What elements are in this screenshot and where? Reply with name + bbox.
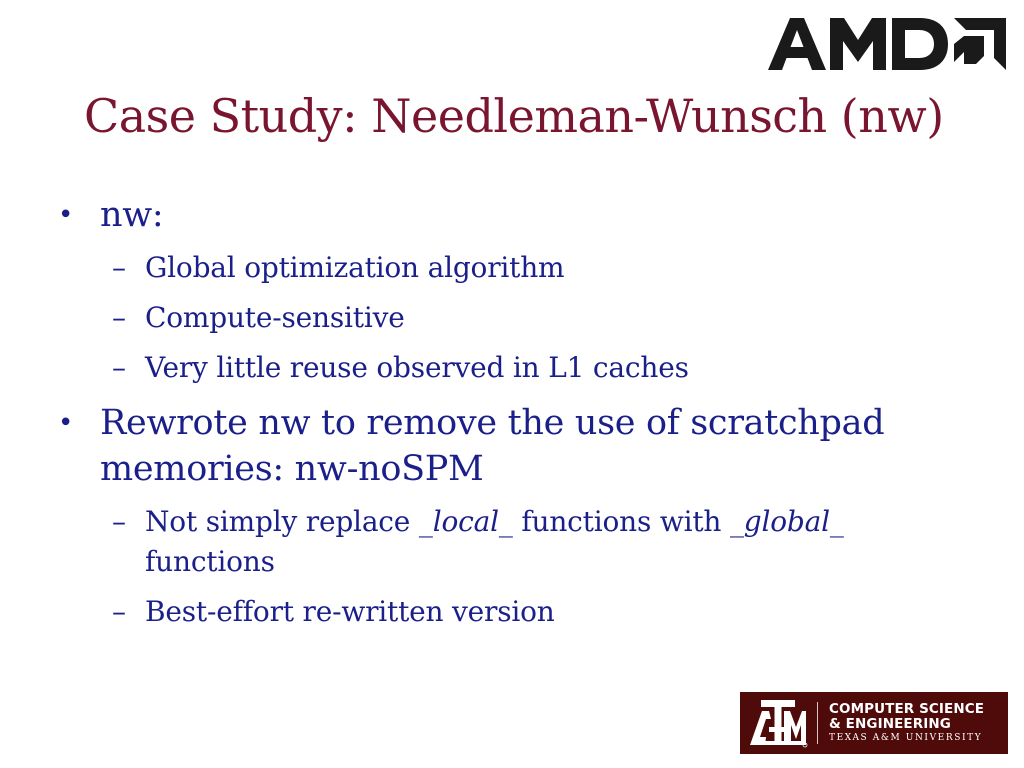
underscore: _ <box>418 505 433 538</box>
tamu-cse-badge <box>740 692 1008 754</box>
sub-bullet-list <box>56 502 956 632</box>
keyword-global: global <box>743 505 830 538</box>
sub-bullet-text: functions with <box>512 505 730 538</box>
bullet-rewrote <box>56 400 956 492</box>
sub-bullet-dash: – <box>112 595 126 628</box>
sub-bullet-text: Compute-sensitive <box>145 301 405 334</box>
bullet-text: nw: <box>100 195 164 235</box>
bullet-text-line1: Rewrote nw to remove the use of scratchpad <box>100 403 885 443</box>
bullet-text-line2: memories: nw-noSPM <box>100 449 484 489</box>
underscore: _ <box>829 505 844 538</box>
bullet-dot: • <box>58 200 74 230</box>
sub-bullet-dash: – <box>112 251 126 284</box>
bullet-dot: • <box>58 408 74 438</box>
sub-bullet-dash: – <box>112 505 126 538</box>
sub-bullet <box>56 502 956 582</box>
badge-line-university: TEXAS A&M UNIVERSITY <box>829 733 983 743</box>
sub-bullet-text: Not simply replace <box>145 505 419 538</box>
sub-bullet-list <box>56 248 956 388</box>
sub-bullet-text-line2: functions <box>145 545 275 578</box>
tamu-atm-icon <box>748 697 808 749</box>
sub-bullet-dash: – <box>112 351 126 384</box>
underscore: _ <box>498 505 513 538</box>
slide-title: Case Study: Needleman-Wunsch (nw) <box>84 89 944 143</box>
badge-line-engineering: & ENGINEERING <box>829 716 951 732</box>
bullet-nw <box>56 192 956 238</box>
badge-divider <box>817 702 818 744</box>
sub-bullet-text: Very little reuse observed in L1 caches <box>145 351 689 384</box>
amd-logo <box>768 14 1008 74</box>
sub-bullet <box>56 592 956 632</box>
keyword-local: local <box>432 505 499 538</box>
sub-bullet-text: Best-effort re-written version <box>145 595 555 628</box>
amd-arrow-icon <box>768 14 1008 74</box>
sub-bullet <box>56 248 956 288</box>
sub-bullet <box>56 298 956 338</box>
underscore: _ <box>729 505 744 538</box>
badge-line-computer-science: COMPUTER SCIENCE <box>829 701 985 717</box>
sub-bullet-dash: – <box>112 301 126 334</box>
sub-bullet <box>56 348 956 388</box>
sub-bullet-text: Global optimization algorithm <box>145 251 565 284</box>
slide-body <box>56 192 956 632</box>
